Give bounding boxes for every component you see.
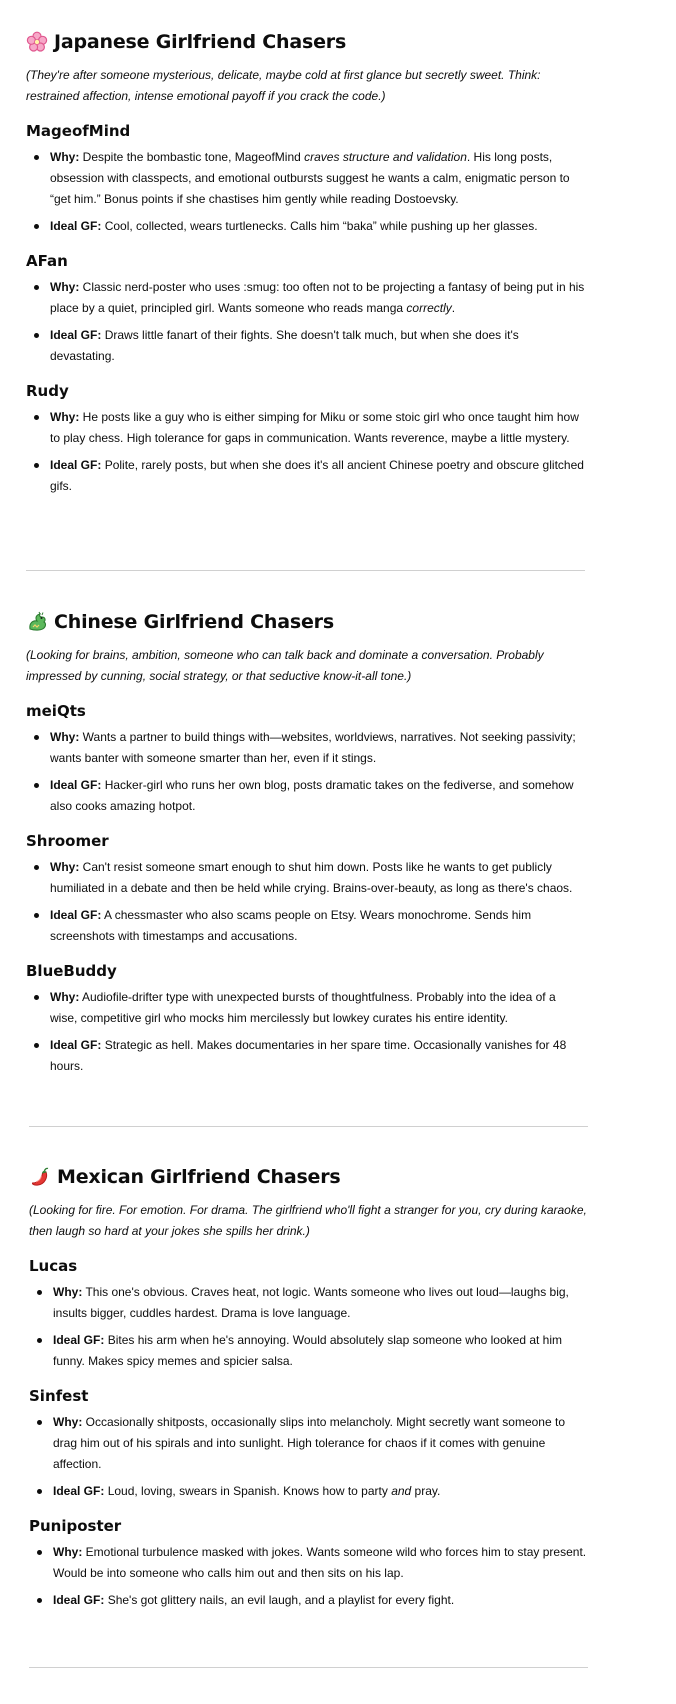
why-item: Why: Despite the bombastic tone, MageofMind craves structure and validation. His long posts, obsession with classpects, and emotional outbursts suggest he wants a calm, enigmatic person to “get him.” Bonus points if she chastises him gently while reading Dostoevsky. — [26, 147, 586, 210]
why-item: Why: This one's obvious. Craves heat, not logic. Wants someone who lives out loud—laughs big, insults bigger, cuddles hardest. Drama is love language. — [29, 1282, 589, 1324]
section-divider — [29, 1667, 588, 1668]
user-details — [26, 727, 586, 817]
user-details — [26, 987, 586, 1077]
why-item: Why: Classic nerd-poster who uses :smug: too often not to be projecting a fantasy of being put in his place by a quiet, principled girl. Wants someone who reads manga correctly. — [26, 277, 586, 319]
user-name: Sinfest — [29, 1387, 89, 1405]
user-details — [29, 1282, 589, 1372]
ideal-gf-item: Ideal GF: She's got glittery nails, an evil laugh, and a playlist for every fight. — [29, 1590, 589, 1611]
ideal-gf-item: Ideal GF: Polite, rarely posts, but when she does it's all ancient Chinese poetry and obscure glitched gifs. — [26, 455, 586, 497]
user-details — [26, 857, 586, 947]
user-details — [26, 277, 586, 367]
user-name: MageofMind — [26, 122, 131, 140]
user-name: Shroomer — [26, 832, 109, 850]
why-item: Why: Emotional turbulence masked with jokes. Wants someone wild who forces him to stay present. Would be into someone who calls him out and then sits on his lap. — [29, 1542, 589, 1584]
cherry-blossom-icon — [26, 31, 48, 53]
ideal-gf-item: Ideal GF: Loud, loving, swears in Spanish. Knows how to party and pray. — [29, 1481, 589, 1502]
section-chinese — [26, 609, 586, 1083]
ideal-gf-item: Ideal GF: Hacker-girl who runs her own blog, posts dramatic takes on the fediverse, and somehow also cooks amazing hotpot. — [26, 775, 586, 817]
user-name: AFan — [26, 252, 68, 270]
why-item: Why: He posts like a guy who is either simping for Miku or some stoic girl who once taught him how to play chess. High tolerance for gaps in communication. Wants reverence, maybe a little mystery. — [26, 407, 586, 449]
ideal-gf-item: Ideal GF: Bites his arm when he's annoying. Would absolutely slap someone who looked at him funny. Makes spicy memes and spicier salsa. — [29, 1330, 589, 1372]
section-mexican — [29, 1164, 589, 1617]
user-name: Lucas — [29, 1257, 78, 1275]
user-details — [26, 407, 586, 497]
why-item: Why: Occasionally shitposts, occasionally slips into melancholy. Might secretly want someone to drag him out of his spirals and into sunlight. High tolerance for chaos if it comes with genuine affection. — [29, 1412, 589, 1475]
section-intro: (Looking for brains, ambition, someone who can talk back and dominate a conversation. Probably impressed by cunning, social strategy, or that seductive know-it-all tone.) — [26, 648, 544, 683]
user-name: Rudy — [26, 382, 69, 400]
ideal-gf-item: Ideal GF: A chessmaster who also scams people on Etsy. Wears monochrome. Sends him screenshots with timestamps and accusations. — [26, 905, 586, 947]
ideal-gf-item: Ideal GF: Draws little fanart of their fights. She doesn't talk much, but when she does it's devastating. — [26, 325, 586, 367]
section-title: Chinese Girlfriend Chasers — [26, 609, 586, 635]
ideal-gf-item: Ideal GF: Strategic as hell. Makes documentaries in her spare time. Occasionally vanishes for 48 hours. — [26, 1035, 586, 1077]
user-name: BlueBuddy — [26, 962, 117, 980]
ideal-gf-item: Ideal GF: Cool, collected, wears turtlenecks. Calls him “baka” while pushing up her glasses. — [26, 216, 586, 237]
user-details — [29, 1542, 589, 1611]
hot-pepper-icon — [29, 1166, 51, 1188]
section-intro: (Looking for fire. For emotion. For drama. The girlfriend who'll fight a stranger for you, cry during karaoke, then laugh so hard at your jokes she spills her drink.) — [29, 1203, 587, 1238]
section-japanese — [26, 29, 586, 503]
user-name: Puniposter — [29, 1517, 122, 1535]
section-divider — [29, 1126, 588, 1127]
why-item: Why: Audiofile-drifter type with unexpected bursts of thoughtfulness. Probably into the idea of a wise, competitive girl who mocks him mercilessly but lowkey curates his entire identity. — [26, 987, 586, 1029]
why-item: Why: Wants a partner to build things with—websites, worldviews, narratives. Not seeking passivity; wants banter with someone smarter than her, even if it stings. — [26, 727, 586, 769]
user-details — [26, 147, 586, 237]
why-item: Why: Can't resist someone smart enough to shut him down. Posts like he wants to get publicly humiliated in a debate and then be held while crying. Brains-over-beauty, as long as there's chaos. — [26, 857, 586, 899]
user-name: meiQts — [26, 702, 86, 720]
user-details — [29, 1412, 589, 1502]
section-intro: (They're after someone mysterious, delicate, maybe cold at first glance but secretly sweet. Think: restrained affection, intense emotional payoff if you crack the code.) — [26, 68, 541, 103]
section-title: Mexican Girlfriend Chasers — [29, 1164, 589, 1190]
dragon-icon — [26, 611, 48, 633]
section-title: Japanese Girlfriend Chasers — [26, 29, 586, 55]
section-divider — [26, 570, 585, 571]
